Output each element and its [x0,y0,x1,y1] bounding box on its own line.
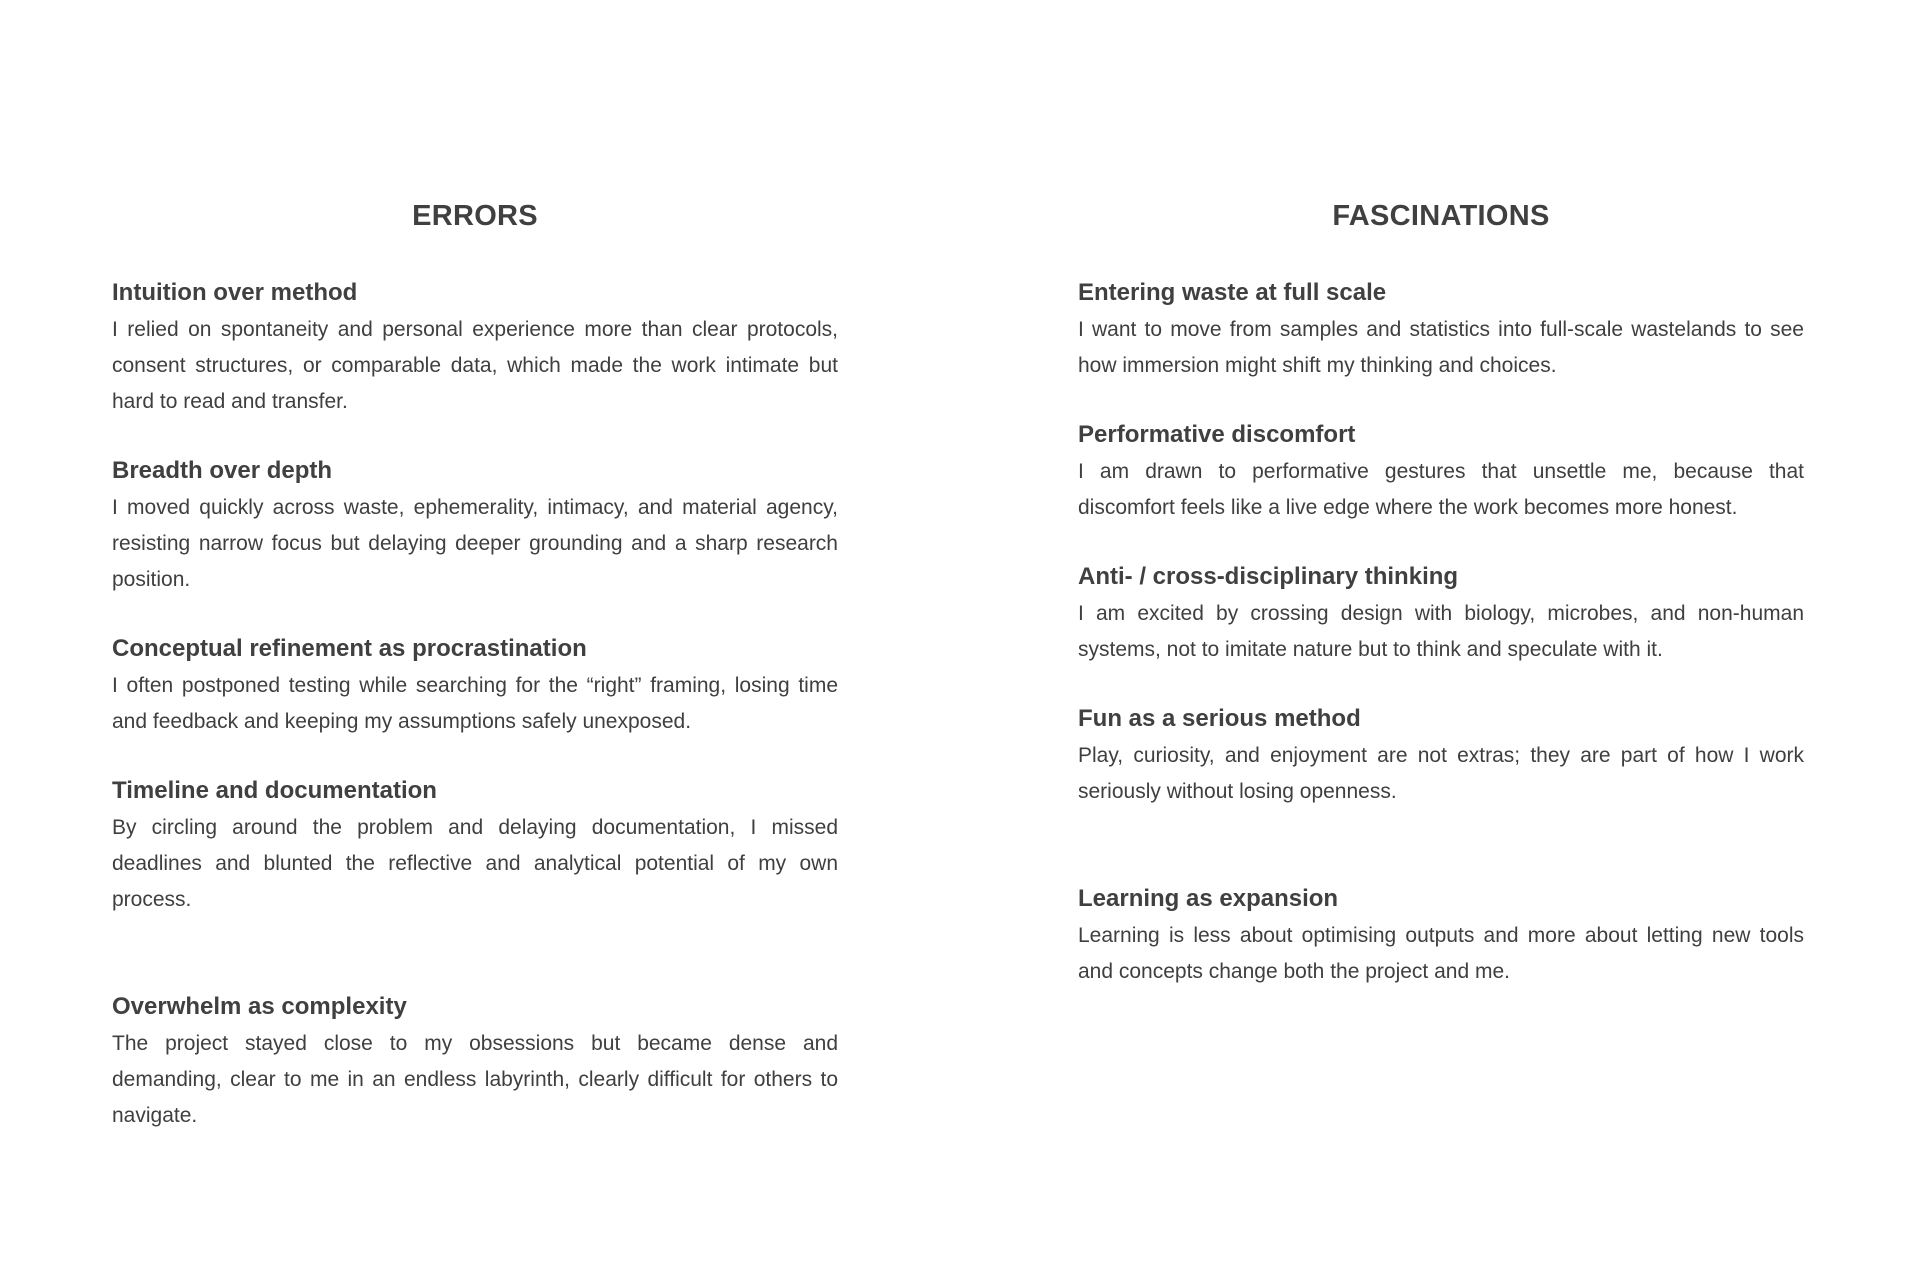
error-entry [112,632,838,740]
fascination-entry [1078,418,1804,526]
error-body: I moved quickly across waste, ephemerality, intimacy, and material agency, resisting narrow focus but delaying deeper grounding and a sharp research position. [112,496,838,591]
fascination-heading: Anti- / cross-disciplinary thinking [1078,563,1459,590]
error-heading: Intuition over method [112,279,358,306]
fascination-body: I want to move from samples and statistics into full-scale wastelands to see how immersion might shift my thinking and choices. [1078,318,1804,377]
error-body: By circling around the problem and delaying documentation, I missed deadlines and blunted the reflective and analytical potential of my own process. [112,816,838,911]
error-heading: Breadth over depth [112,457,333,484]
error-entry [112,990,838,1134]
error-heading: Overwhelm as complexity [112,993,407,1020]
fascination-body: I am drawn to performative gestures that unsettle me, because that discomfort feels like a live edge where the work becomes more honest. [1078,460,1804,519]
error-entry [112,774,838,918]
fascination-heading: Fun as a serious method [1078,705,1361,732]
fascination-heading: Learning as expansion [1078,885,1339,912]
fascination-entry [1078,702,1804,810]
fascination-heading: Performative discomfort [1078,421,1356,448]
error-entry [112,276,838,420]
fascination-entry [1078,276,1804,384]
errors-column [112,196,838,1168]
fascination-entry [1078,560,1804,668]
fascinations-title: FASCINATIONS [1332,200,1550,232]
error-heading: Conceptual refinement as procrastination [112,635,587,662]
fascination-body: I am excited by crossing design with biology, microbes, and non-human systems, not to imitate nature but to think and speculate with it. [1078,602,1804,661]
fascination-heading: Entering waste at full scale [1078,279,1387,306]
error-body: I often postponed testing while searching for the “right” framing, losing time and feedback and keeping my assumptions safely unexposed. [112,674,838,733]
errors-title: ERRORS [412,200,538,232]
error-entry [112,454,838,598]
error-heading: Timeline and documentation [112,777,437,804]
error-body: I relied on spontaneity and personal experience more than clear protocols, consent structures, or comparable data, which made the work intimate but hard to read and transfer. [112,318,838,413]
fascination-body: Learning is less about optimising outputs and more about letting new tools and concepts change both the project and me. [1078,924,1804,983]
error-body: The project stayed close to my obsessions but became dense and demanding, clear to me in an endless labyrinth, clearly difficult for others to navigate. [112,1032,838,1127]
fascinations-column [1078,196,1804,1024]
fascination-entry [1078,882,1804,990]
fascination-body: Play, curiosity, and enjoyment are not extras; they are part of how I work seriously without losing openness. [1078,744,1804,803]
